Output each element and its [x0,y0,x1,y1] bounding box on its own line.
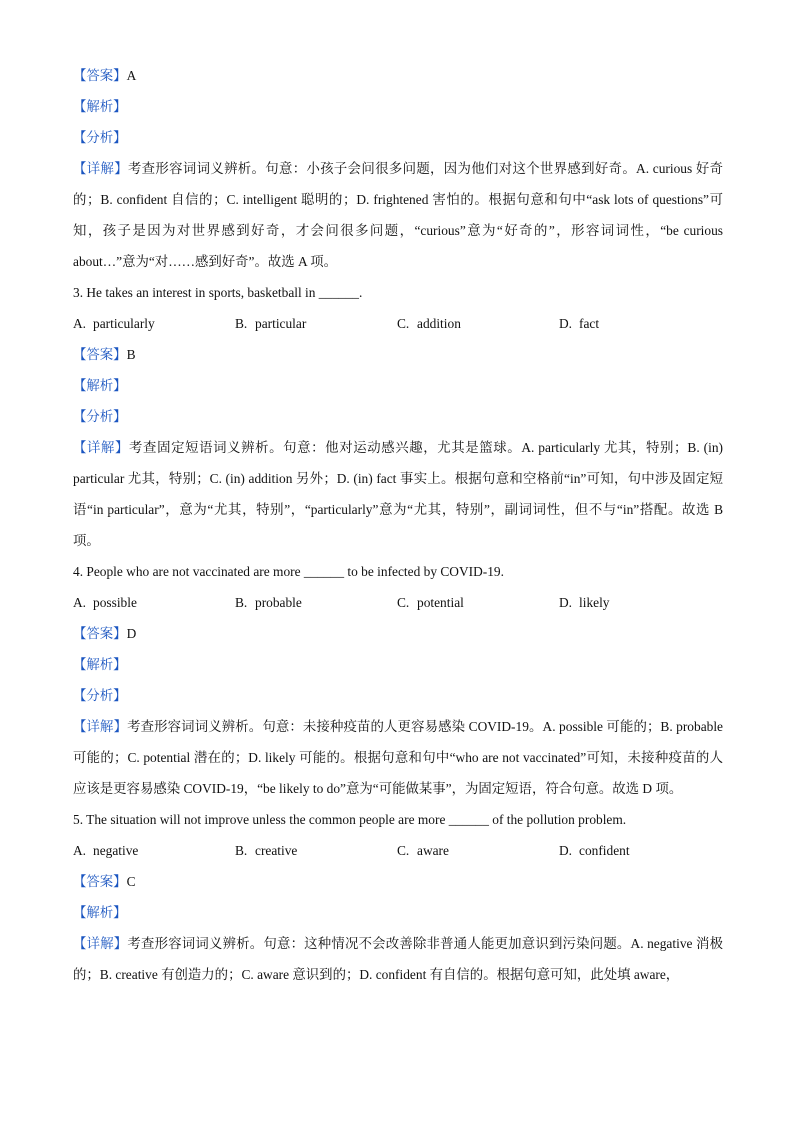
analysis-label: 【解析】 [73,378,127,393]
option-b: B. probable [235,595,302,610]
option-b: B. creative [235,843,298,858]
answer-value: A [126,68,137,83]
option-d: D. likely [559,595,610,610]
answer-label: 【答案】 [73,626,127,641]
answer-line [73,60,723,91]
question-options [73,308,723,339]
fenxi-label: 【分析】 [73,130,127,145]
option-a: A. negative [73,843,139,858]
option-d: D. confident [559,843,630,858]
option-c: C. aware [397,843,449,858]
document-page [73,60,723,990]
fenxi-label-line [73,680,723,711]
answer-label: 【答案】 [73,347,127,362]
analysis-label: 【解析】 [73,905,127,920]
answer-line [73,866,723,897]
analysis-label: 【解析】 [73,99,127,114]
detail-text: 考查形容词词义辨析。句意：这种情况不会改善除非普通人能更加意识到污染问题。A. negative 消极的；B. creative 有创造力的；C. aware 意识到的；D. confident 有自信的。根据句意可知，此处填 aware， [73,936,724,982]
fenxi-label: 【分析】 [73,409,127,424]
detail-text: 考查形容词词义辨析。句意：未接种疫苗的人更容易感染 COVID-19。A. possible 可能的；B. probable 可能的；C. potential 潜在的；D. likely 可能的。根据句意和句中“who are not vaccinated”可知，未接种疫苗的人应该是更容易感染 COVID-19，“be likely to do”意为“可能做某事”，为固定短语，符合句意。故选 D 项。 [73,719,723,796]
option-d: D. fact [559,316,600,331]
detail-label: 【详解】 [73,161,128,176]
analysis-label-line [73,897,723,928]
option-a: A. particularly [73,316,155,331]
fenxi-label-line [73,122,723,153]
question-stem: 4. People who are not vaccinated are more ______ to be infected by COVID-19. [73,564,504,579]
detail-paragraph [73,711,723,804]
analysis-label-line [73,91,723,122]
answer-line [73,339,723,370]
answer-label: 【答案】 [73,874,127,889]
detail-label: 【详解】 [73,440,130,455]
answer-value: D [126,626,137,641]
detail-label: 【详解】 [73,936,128,951]
option-a: A. possible [73,595,137,610]
detail-label: 【详解】 [73,719,128,734]
fenxi-label: 【分析】 [73,688,127,703]
answer-line [73,618,723,649]
fenxi-label-line [73,401,723,432]
question-stem: 3. He takes an interest in sports, basketball in ______. [73,285,363,300]
option-c: C. potential [397,595,464,610]
detail-paragraph [73,928,723,990]
detail-text: 考查固定短语词义辨析。句意：他对运动感兴趣，尤其是篮球。A. particularly 尤其，特别；B. (in) particular 尤其，特别；C. (in) addition 另外；D. (in) fact 事实上。根据句意和空格前“in”可知，句中涉及固定短语“in particular”，意为“尤其，特别”，“particularly”意为“尤其，特别”，副词词性，但不与“in”搭配。故选 B 项。 [73,440,724,548]
detail-paragraph [73,432,723,556]
detail-paragraph [73,153,723,277]
answer-value: B [126,347,136,362]
answer-label: 【答案】 [73,68,127,83]
question-options [73,587,723,618]
question-stem: 5. The situation will not improve unless the common people are more ______ of the pollution problem. [73,812,627,827]
option-b: B. particular [235,316,307,331]
answer-value: C [126,874,136,889]
analysis-label-line [73,370,723,401]
question-options [73,835,723,866]
analysis-label-line [73,649,723,680]
analysis-label: 【解析】 [73,657,127,672]
option-c: C. addition [397,316,461,331]
detail-text: 考查形容词词义辨析。句意：小孩子会问很多问题，因为他们对这个世界感到好奇。A. curious 好奇的；B. confident 自信的；C. intelligent 聪明的；D. frightened 害怕的。根据句意和句中“ask lots of questions”可知，孩子是因为对世界感到好奇，才会问很多问题，“curious”意为“好奇的”，形容词词性，“be curious about…”意为“对……感到好奇”。故选 A 项。 [73,161,723,269]
